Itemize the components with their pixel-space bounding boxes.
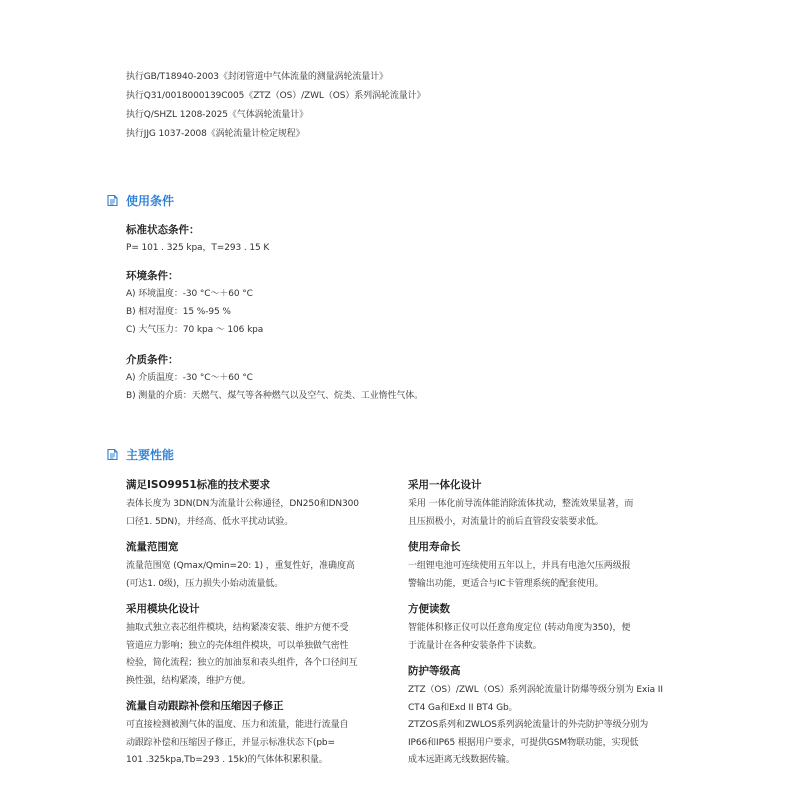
- standard-state-heading: 标准状态条件：: [126, 224, 200, 236]
- standard-item: 执行Q/SHZL 1208-2025《气体涡轮流量计》: [126, 110, 308, 120]
- feature-line: 可直接检测被测气体的温度、压力和流量，能进行流量自: [126, 720, 349, 730]
- feature-line: ZTZ（OS）/ZWL（OS）系列涡轮流量计防爆等级分别为 Exia II: [408, 685, 663, 695]
- standard-state-block: [126, 222, 269, 257]
- feature-item: [126, 477, 401, 531]
- feature-heading: 采用一体化设计: [408, 479, 482, 491]
- feature-line: 流量范围宽 (Qmax/Qmin=20: 1) ，重复性好，准确度高: [126, 561, 355, 571]
- standard-item: 执行GB/T18940-2003《封闭管道中气体流量的测量涡轮流量计》: [126, 72, 388, 82]
- usage-section-title: [106, 192, 174, 209]
- standards-list: [126, 68, 425, 144]
- feature-item: [126, 601, 401, 690]
- standard-state-line: P= 101 . 325 kpa，T=293 . 15 K: [126, 243, 270, 253]
- feature-heading: 流量范围宽: [126, 541, 179, 553]
- medium-line: A) 介质温度：-30 °C～＋60 °C: [126, 373, 253, 383]
- feature-item: [126, 539, 401, 593]
- section-heading: 主要性能: [126, 448, 175, 462]
- feature-heading: 满足ISO9951标准的技术要求: [126, 479, 271, 491]
- feature-line: (可达1. 0级)，压力损失小始动流量低。: [126, 578, 284, 589]
- feature-line: 智能体积修正仪可以任意角度定位 (转动角度为350)，便: [408, 623, 631, 633]
- feature-line: CT4 Ga和Exd II BT4 Gb。: [408, 702, 518, 713]
- feature-heading: 采用模块化设计: [126, 603, 200, 615]
- feature-line: 101 .325kpa,Tb=293 . 15k)的气体体积累积量。: [126, 755, 328, 765]
- feature-heading: 防护等级高: [408, 665, 461, 677]
- feature-line: ZTZOS系列和ZWLOS系列涡轮流量计的外壳防护等级分别为: [408, 720, 649, 730]
- feature-line: 一组锂电池可连续使用五年以上，并具有电池欠压两级报: [408, 561, 631, 571]
- feature-line: IP66和IP65 根据用户要求，可提供GSM物联功能，实现低: [408, 737, 639, 748]
- environment-heading: 环境条件：: [126, 270, 179, 282]
- feature-line: 采用 一体化前导流体能消除流体扰动，整流效果显著，而: [408, 499, 634, 509]
- environment-line: B) 相对湿度：15 %-95 %: [126, 307, 231, 317]
- environment-line: C) 大气压力：70 kpa ～ 106 kpa: [126, 325, 264, 335]
- environment-block: [126, 268, 263, 339]
- feature-item: [408, 539, 683, 593]
- feature-line: 口径1. 5DN)，并经高、低水平扰动试验。: [126, 516, 294, 527]
- medium-line: B) 测量的介质：天燃气、煤气等各种燃气以及空气、烷类、工业惰性气体。: [126, 391, 424, 401]
- feature-line: 表体长度为 3DN(DN为流量计公称通径，DN250和DN300: [126, 499, 359, 509]
- performance-right-column: [408, 477, 683, 778]
- feature-heading: 使用寿命长: [408, 541, 461, 553]
- feature-line: 且压损极小，对流量计的前后直管段安装要求低。: [408, 516, 604, 527]
- performance-left-column: [126, 477, 401, 778]
- feature-item: [408, 477, 683, 531]
- feature-heading: 流量自动跟踪补偿和压缩因子修正: [126, 700, 284, 712]
- medium-block: [126, 352, 423, 405]
- medium-heading: 介质条件：: [126, 354, 179, 366]
- feature-line: 于流量计在各种安装条件下读数。: [408, 640, 542, 651]
- performance-section-title: [106, 446, 174, 463]
- environment-line: A) 环境温度：-30 °C～＋60 °C: [126, 289, 253, 299]
- section-heading: 使用条件: [126, 194, 175, 208]
- feature-line: 成本远距离无线数据传输。: [408, 755, 515, 765]
- feature-line: 动跟踪补偿和压缩因子修正，并显示标准状态下(pb=: [126, 737, 335, 748]
- feature-line: 抽取式独立表芯组件模块，结构紧凑安装、维护方便不受: [126, 623, 349, 633]
- feature-line: 警输出功能，更适合与IC卡管理系统的配套使用。: [408, 578, 604, 589]
- feature-line: 检验，简化流程；独立的加油泵和表头组件，各个口径间互: [126, 658, 358, 668]
- standard-item: 执行Q31/0018000139C005《ZTZ（OS）/ZWL（OS）系列涡轮流量计》: [126, 91, 426, 101]
- standard-item: 执行JJG 1037-2008《涡轮流量计检定规程》: [126, 129, 305, 139]
- feature-heading: 方便读数: [408, 603, 450, 615]
- feature-item: [126, 698, 401, 770]
- feature-item: [408, 601, 683, 655]
- document-icon: [106, 448, 119, 461]
- feature-item: [408, 663, 683, 770]
- document-icon: [106, 194, 119, 207]
- feature-line: 管道应力影响；独立的壳体组件模块，可以单独做气密性: [126, 640, 349, 651]
- feature-line: 换性强，结构紧凑，维护方便。: [126, 675, 251, 686]
